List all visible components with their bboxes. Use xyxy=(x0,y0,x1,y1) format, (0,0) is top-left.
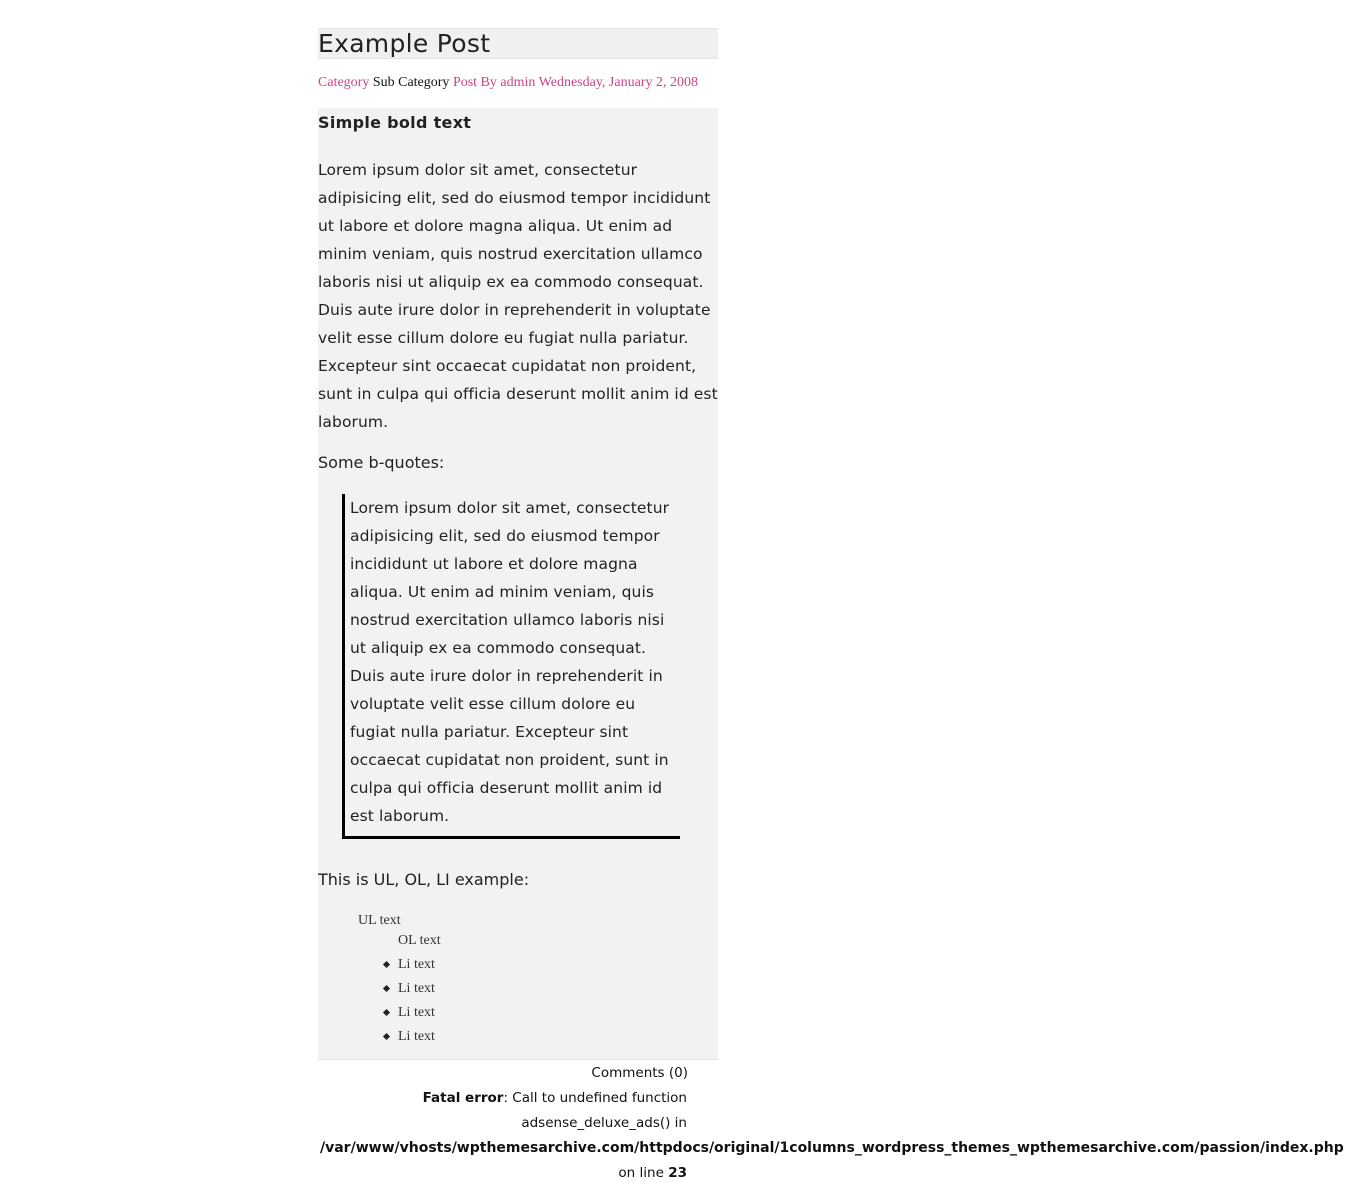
ul-text: UL text xyxy=(358,913,401,928)
error-line-number: 23 xyxy=(668,1165,687,1181)
post xyxy=(318,28,718,1060)
body-paragraph: Lorem ipsum dolor sit amet, consectetur adipisicing elit, sed do eiusmod tempor incididunt ut labore et dolore magna aliqua. Ut enim ad minim veniam, quis nostrud exercitation ullamco laboris nisi ut aliquip ex ea commodo consequat. Duis aute irure dolor in reprehenderit in voluptate velit esse cillum dolore eu fugiat nulla pariatur. Excepteur sint occaecat cupidatat non proident, sunt in culpa qui officia deserunt mollit anim id est laborum. xyxy=(318,161,718,431)
error-line-1 xyxy=(423,1089,687,1107)
list-item: Li text xyxy=(382,1025,718,1049)
error-message-a: : Call to undefined function xyxy=(503,1090,687,1106)
bquote-label: Some b-quotes: xyxy=(318,453,445,472)
blockquote: Lorem ipsum dolor sit amet, consectetur adipisicing elit, sed do eiusmod tempor incididunt ut labore et dolore magna aliqua. Ut enim ad minim veniam, quis nostrud exercitation ullamco laboris nisi ut aliquip ex ea commodo consequat. Duis aute irure dolor in reprehenderit in voluptate velit esse cillum dolore eu fugiat nulla pariatur. Excepteur sint occaecat cupidatat non proident, sunt in culpa qui officia deserunt mollit anim id est laborum. xyxy=(342,494,680,839)
post-meta xyxy=(318,74,718,94)
li-list xyxy=(382,953,718,1049)
post-body xyxy=(318,108,718,1060)
post-date: Wednesday, January 2, 2008 xyxy=(538,75,698,90)
ol-text: OL text xyxy=(398,933,441,948)
bullet-icon xyxy=(383,1009,390,1016)
subcategory-link[interactable]: Sub Category xyxy=(372,75,450,90)
error-line-2: adsense_deluxe_ads() in xyxy=(521,1115,687,1131)
comments-link[interactable]: Comments (0) xyxy=(591,1065,688,1081)
list-item: Li text xyxy=(382,977,718,1001)
category-link[interactable]: Category xyxy=(318,75,370,90)
list-label: This is UL, OL, LI example: xyxy=(318,870,530,889)
bold-text: Simple bold text xyxy=(318,113,472,132)
list-item: Li text xyxy=(382,1001,718,1025)
bullet-icon xyxy=(383,985,390,992)
error-line-label: on line xyxy=(618,1165,664,1181)
bullet-icon xyxy=(383,961,390,968)
list-item: Li text xyxy=(382,953,718,977)
post-by-label: Post By xyxy=(452,75,497,90)
post-title[interactable]: Example Post xyxy=(318,28,718,59)
error-path: /var/www/vhosts/wpthemesarchive.com/httpdocs/original/1columns_wordpress_themes_wpthemesarchive.com/passion/index.php xyxy=(320,1140,1344,1156)
author-link[interactable]: admin xyxy=(500,75,536,90)
bullet-icon xyxy=(383,1033,390,1040)
error-line-4 xyxy=(618,1164,687,1182)
error-label: Fatal error xyxy=(422,1090,504,1106)
